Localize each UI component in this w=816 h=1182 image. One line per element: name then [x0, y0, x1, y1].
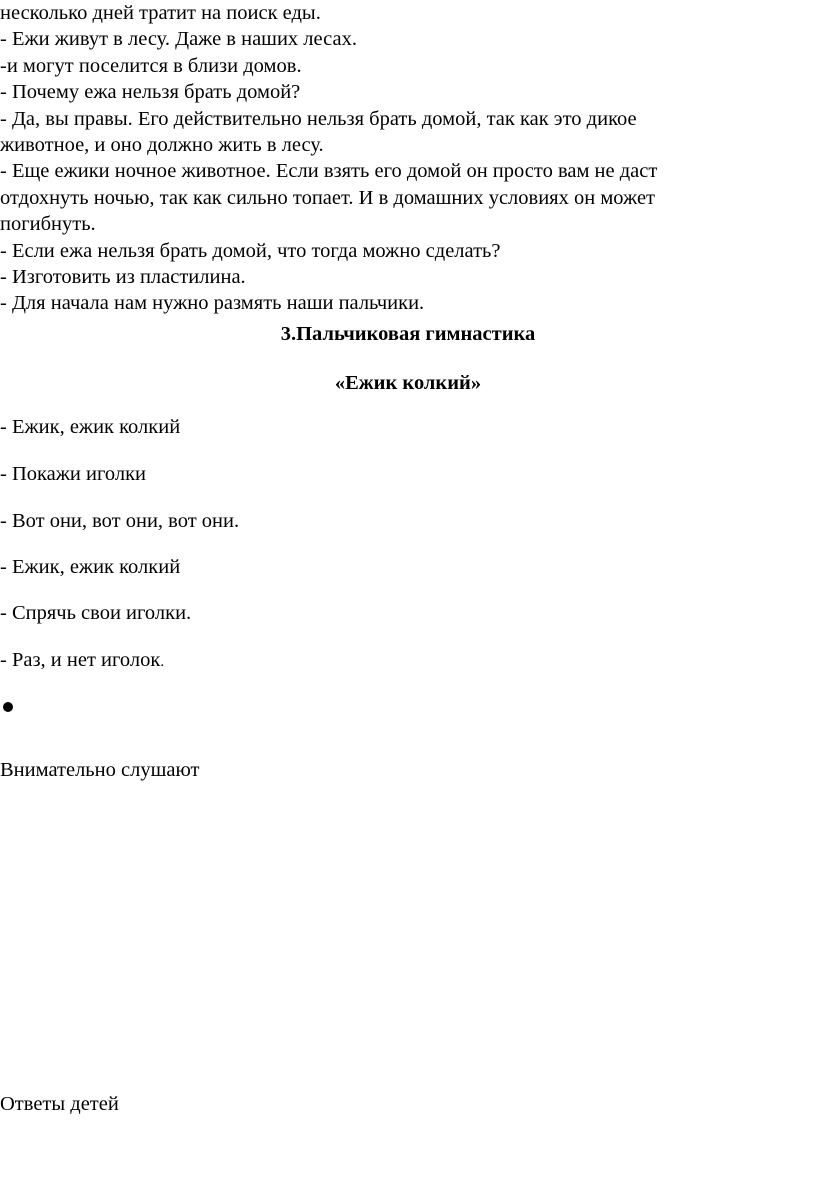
verse-period: .	[160, 654, 165, 670]
verse-line: - Вот они, вот они, вот они.	[0, 510, 240, 532]
dialog-line: -и могут поселится в близи домов.	[0, 54, 302, 77]
section-heading: 3.Пальчиковая гимнастика	[280, 323, 536, 345]
verse-line: - Покажи иголки	[0, 463, 147, 485]
bullet-dot	[3, 702, 13, 712]
dialog-line: отдохнуть ночью, так как сильно топает. И в домашних условиях он может	[0, 186, 655, 209]
dialog-line: - Если ежа нельзя брать домой, что тогда можно сделать?	[0, 239, 501, 262]
note-listen: Внимательно слушают	[0, 759, 200, 781]
dialog-block	[0, 0, 812, 317]
dialog-line: - Да, вы правы. Его действительно нельзя брать домой, так как это дикое	[0, 107, 637, 130]
dialog-line: - Для начала нам нужно размять наши пальчики.	[0, 292, 425, 315]
verse-line: - Спрячь свои иголки.	[0, 602, 192, 624]
dialog-line: - Изготовить из пластилина.	[0, 266, 246, 289]
dialog-line: несколько дней тратит на поиск еды.	[0, 2, 321, 24]
verse-line: - Ежик, ежик колкий	[0, 556, 181, 578]
poem-title: «Ежик колкий»	[334, 372, 482, 394]
dialog-line: - Почему ежа нельзя брать домой?	[0, 81, 301, 104]
dialog-line: погибнуть.	[0, 213, 96, 236]
verse-text: - Раз, и нет иголок	[0, 649, 161, 671]
dialog-line: - Ежи живут в лесу. Даже в наших лесах.	[0, 28, 357, 51]
dialog-line: - Еще ежики ночное животное. Если взять его домой он просто вам не даст	[0, 160, 658, 183]
verse-line	[0, 647, 164, 675]
note-answers: Ответы детей	[0, 1093, 119, 1115]
verse-line: - Ежик, ежик колкий	[0, 416, 181, 438]
dialog-line: животное, и оно должно жить в лесу.	[0, 134, 324, 157]
